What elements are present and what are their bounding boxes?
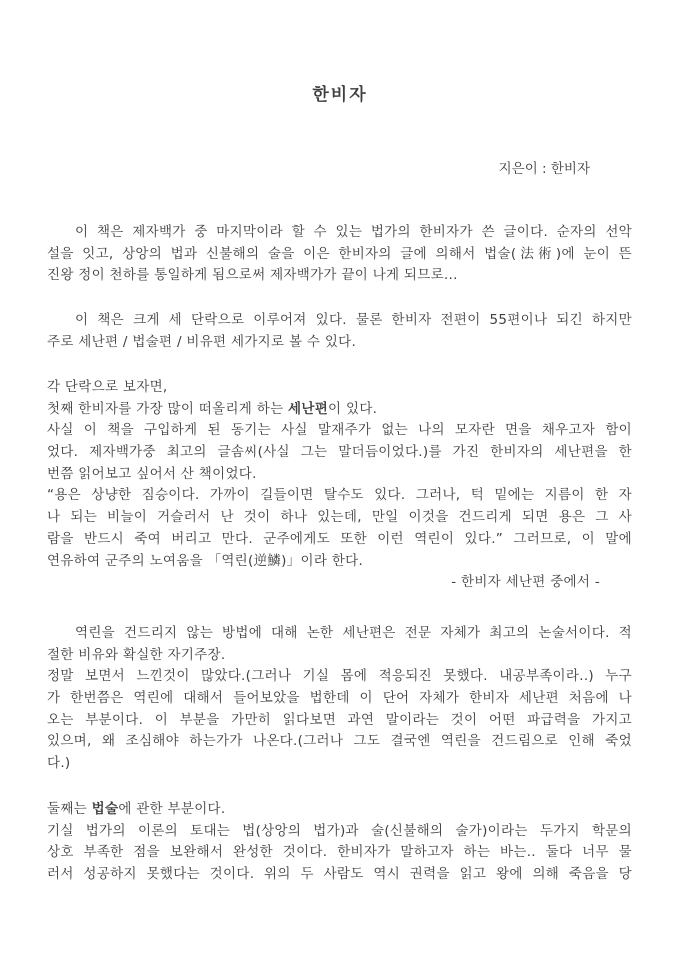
section-review [47, 623, 632, 775]
text-line: 절한 비유와 확실한 자기주장. [47, 646, 226, 663]
text-line: 번쯤 읽어보고 싶어서 산 책이었다. [47, 465, 257, 482]
author-line: 지은이 : 한비자 [498, 161, 590, 177]
section-senan [47, 377, 632, 594]
source-caption: - 한비자 세난편 중에서 - [451, 574, 600, 591]
text-line-senan-heading [47, 399, 632, 421]
text-segment: 둘째는 [47, 801, 92, 817]
document-title: 한비자 [312, 85, 368, 105]
text-line: 람을 반드시 죽여 버리고 만다. 군주에게도 또한 이런 역린이 있다.” 그러므로, 이 말에 [47, 530, 632, 547]
text-line: 다.) [47, 755, 71, 772]
text-line: 오는 부분이다. 이 부분을 가만히 읽다보면 과연 말이라는 것이 어떤 파급력을 가지고 [47, 711, 632, 728]
text-line: 상호 부족한 점을 보완해서 완성한 것이다. 한비자가 말하고자 하는 바는.. 둘다 너무 물 [47, 844, 632, 861]
text-line: 역린을 건드리지 않는 방법에 대해 논한 세난편은 전문 자체가 최고의 논술서이다. 적 [75, 625, 632, 641]
bold-term-beopsul: 법술 [91, 801, 119, 817]
text-line: 나 되는 비늘이 거슬러서 난 것이 하나 있는데, 만일 이것을 건드리게 되면 용은 그 사 [47, 509, 632, 526]
text-line: 사실 이 책을 구입하게 된 동기는 사실 말재주가 없는 나의 모자란 면을 채우고자 함이 [47, 422, 632, 439]
text-segment: 첫째 한비자를 가장 많이 떠올리게 하는 [47, 400, 289, 417]
text-line: 연유하여 군주의 노여움을 「역린(逆鱗)」이라 한다. [47, 552, 364, 569]
bold-term-senan: 세난편 [288, 400, 329, 417]
text-line: 기실 법가의 이론의 토대는 법(상앙의 법가)과 술(신불해의 술가)이라는 두가지 학문의 [47, 822, 632, 839]
text-line: 설을 잇고, 상앙의 법과 신불해의 술을 이은 한비자의 글에 의해서 법술(法術)에 눈이 뜬 [47, 245, 632, 262]
text-line: 각 단락으로 보자면, [47, 379, 168, 395]
text-line: “용은 상냥한 짐승이다. 가까이 길들이면 탈수도 있다. 그러나, 턱 밑에는 지름이 한 자 [47, 487, 632, 504]
text-line: 주로 세난편 / 법술편 / 비유편 세가지로 볼 수 있다. [47, 333, 357, 350]
text-line: 었다. 제자백가중 최고의 글솜씨(사실 그는 말더듬이었다.)를 가진 한비자의 세난편을 한 [47, 444, 632, 461]
text-line: 이 책은 크게 세 단락으로 이루어져 있다. 물론 한비자 전편이 55편이나 되긴 하지만 [75, 312, 632, 328]
text-line: 있으며, 왜 조심해야 하는가가 나온다.(그러나 그도 결국엔 역린을 건드림으로 인해 죽었 [47, 733, 632, 750]
text-segment: 에 관한 부분이다. [118, 801, 226, 817]
text-segment: 이 있다. [328, 400, 378, 417]
text-line: 정말 보면서 느낀것이 많았다.(그러나 기실 몸에 적응되진 못했다. 내공부족이라..) 누구 [47, 668, 632, 685]
paragraph-intro [47, 222, 632, 287]
text-line: 이 책은 제자백가 중 마지막이라 할 수 있는 법가의 한비자가 쓴 글이다. 순자의 선악 [75, 224, 632, 240]
paragraph-structure [47, 310, 632, 353]
text-line: 가 한번쯤은 역린에 대해서 들어보았을 법한데 이 단어 자체가 한비자 세난편 처음에 나 [47, 690, 632, 707]
text-line: 진왕 정이 천하를 통일하게 됨으로써 제자백가가 끝이 나게 되므로... [47, 267, 458, 284]
text-line-beopsul-heading [47, 799, 632, 821]
text-line: 러서 성공하지 못했다는 것이다. 위의 두 사람도 역시 권력을 읽고 왕에 의해 죽음을 당 [47, 866, 632, 883]
section-beopsul [47, 799, 632, 886]
